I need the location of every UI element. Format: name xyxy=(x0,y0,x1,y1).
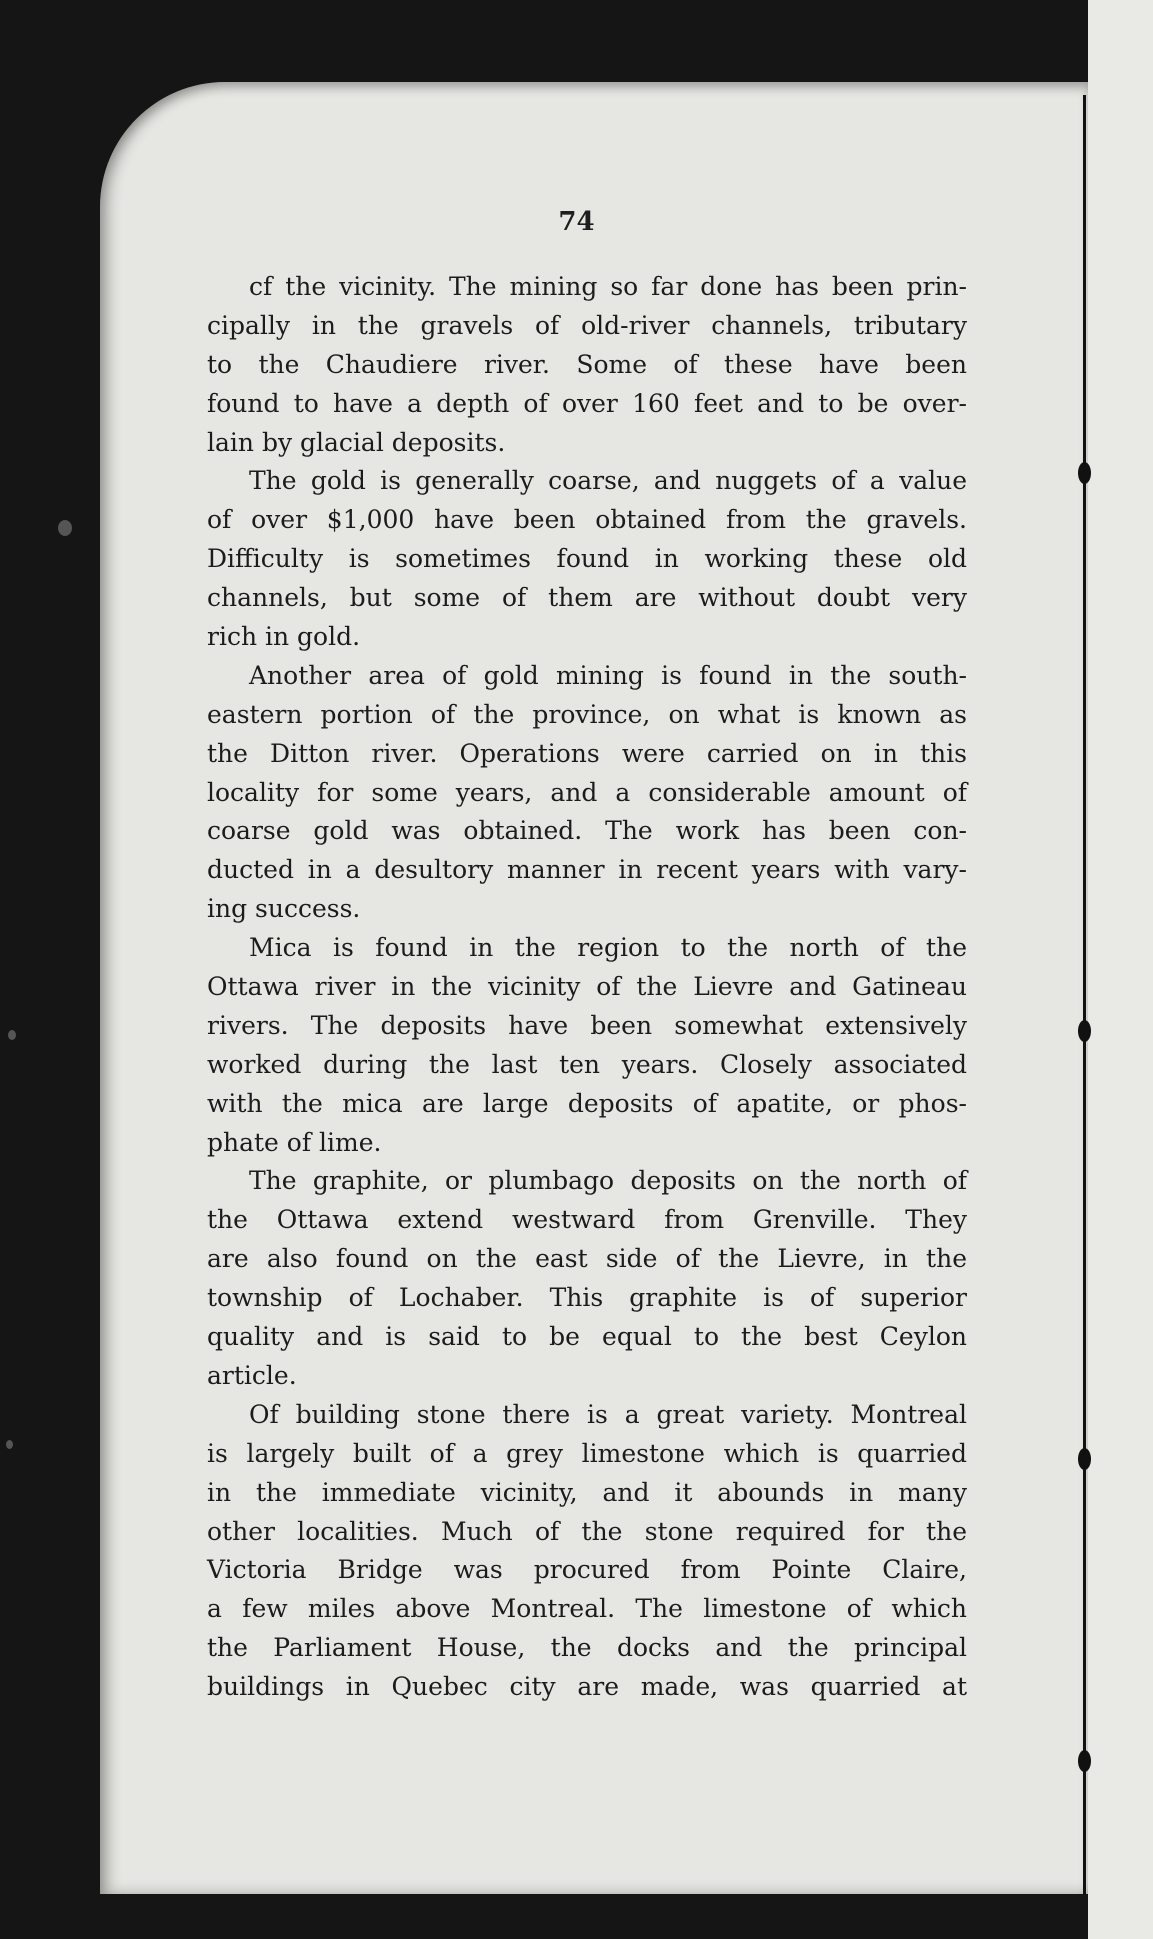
text-line: a few miles above Montreal. The limestone of which xyxy=(207,1594,967,1624)
paragraph xyxy=(207,1162,967,1395)
facing-page-edge xyxy=(1088,0,1153,1939)
paragraph xyxy=(207,657,967,929)
text-line: other localities. Much of the stone required for the xyxy=(207,1516,967,1546)
paragraph xyxy=(207,929,967,1162)
text-line: Another area of gold mining is found in the south- xyxy=(249,660,967,690)
text-line: are also found on the east side of the Lievre, in the xyxy=(207,1244,967,1274)
text-line: with the mica are large deposits of apatite, or phos- xyxy=(207,1088,967,1118)
text-line: in the immediate vicinity, and it abounds in many xyxy=(207,1477,967,1507)
paragraph xyxy=(207,1396,967,1707)
text-line: worked during the last ten years. Closely associated xyxy=(207,1049,967,1079)
page-number: 74 xyxy=(558,207,595,237)
text-line: article. xyxy=(207,1360,297,1390)
text-line: eastern portion of the province, on what is known as xyxy=(207,699,967,729)
text-line: rivers. The deposits have been somewhat extensively xyxy=(207,1010,967,1040)
text-line: buildings in Quebec city are made, was quarried at xyxy=(207,1672,967,1702)
binding-mark xyxy=(1078,462,1091,484)
text-line: ing success. xyxy=(207,894,361,924)
text-line: the Parliament House, the docks and the principal xyxy=(207,1633,967,1663)
paragraph xyxy=(207,462,967,656)
body-text xyxy=(207,268,967,1707)
scan-speck xyxy=(58,520,72,536)
binding-mark xyxy=(1078,1020,1091,1042)
text-line: the Ottawa extend westward from Grenville. They xyxy=(207,1205,967,1235)
text-line: coarse gold was obtained. The work has been con- xyxy=(207,816,967,846)
text-line: the Ditton river. Operations were carried on in this xyxy=(207,738,967,768)
text-line: found to have a depth of over 160 feet and to be over- xyxy=(207,388,967,418)
binding-rule xyxy=(1083,95,1086,1895)
text-line: ducted in a desultory manner in recent years with vary- xyxy=(207,855,967,885)
text-line: The gold is generally coarse, and nuggets of a value xyxy=(249,466,967,496)
text-line: Victoria Bridge was procured from Pointe Claire, xyxy=(207,1555,967,1585)
text-line: cf the vicinity. The mining so far done has been prin- xyxy=(249,272,967,301)
scan-speck xyxy=(8,1030,16,1040)
text-line: to the Chaudiere river. Some of these have been xyxy=(207,349,967,379)
paragraph xyxy=(207,268,967,462)
text-line: Difficulty is sometimes found in working these old xyxy=(207,544,967,574)
text-line: of over $1,000 have been obtained from the gravels. xyxy=(207,505,967,535)
text-line: Mica is found in the region to the north of the xyxy=(249,933,967,963)
text-line: is largely built of a grey limestone which is quarried xyxy=(207,1438,967,1468)
text-line: Ottawa river in the vicinity of the Lievre and Gatineau xyxy=(207,972,967,1002)
text-line: Of building stone there is a great variety. Montreal xyxy=(249,1399,967,1429)
text-line: rich in gold. xyxy=(207,622,361,652)
text-line: phate of lime. xyxy=(207,1127,382,1157)
binding-mark xyxy=(1078,1750,1091,1772)
scan-speck xyxy=(6,1440,13,1449)
text-line: The graphite, or plumbago deposits on the north of xyxy=(249,1166,967,1196)
binding-mark xyxy=(1078,1448,1091,1470)
text-line: lain by glacial deposits. xyxy=(207,427,506,457)
text-line: cipally in the gravels of old-river channels, tributary xyxy=(207,310,967,340)
text-line: township of Lochaber. This graphite is of superior xyxy=(207,1283,967,1313)
text-line: channels, but some of them are without doubt very xyxy=(207,583,967,613)
text-line: locality for some years, and a considerable amount of xyxy=(207,777,967,807)
text-line: quality and is said to be equal to the best Ceylon xyxy=(207,1322,967,1352)
